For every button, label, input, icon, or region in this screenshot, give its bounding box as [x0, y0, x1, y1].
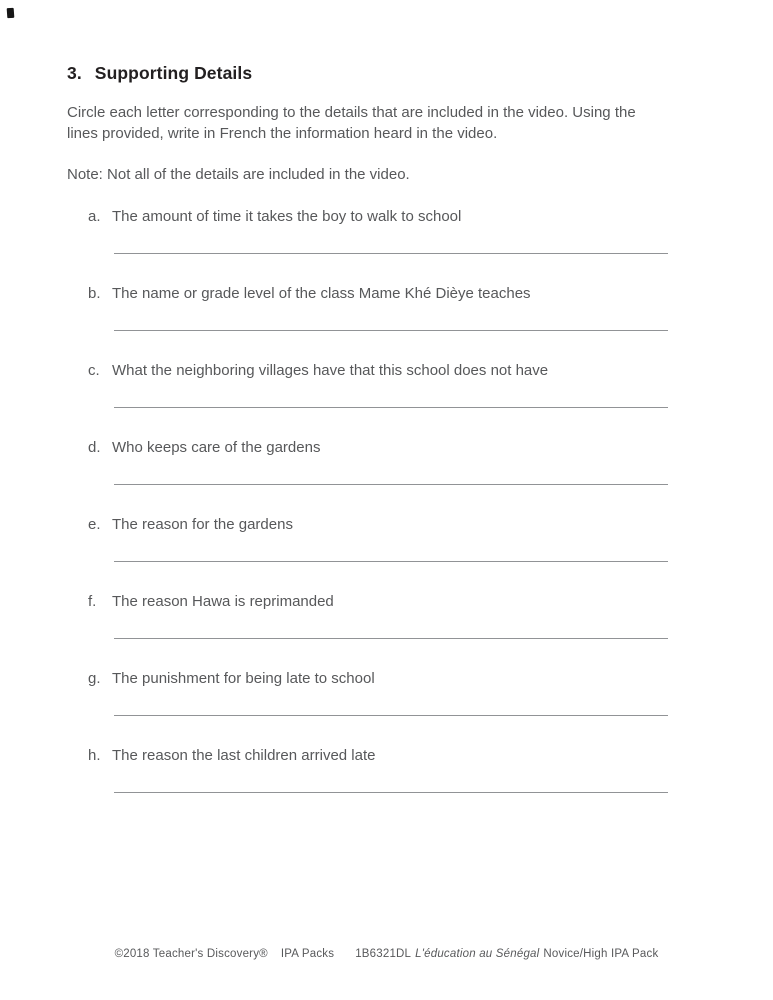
item-text: The reason for the gardens [112, 516, 293, 533]
section-number: 3. [67, 63, 82, 83]
question-row [88, 284, 673, 304]
footer-product: IPA Packs [280, 948, 335, 960]
footer-title: L'éducation au Sénégal [415, 948, 540, 960]
footer-level: Novice/High IPA Pack [543, 948, 659, 960]
question-item-e [67, 515, 673, 562]
question-row [88, 207, 673, 227]
answer-line [114, 330, 668, 331]
item-text: The amount of time it takes the boy to walk to school [112, 208, 462, 225]
item-text: What the neighboring villages have that this school does not have [112, 362, 549, 379]
answer-line [114, 561, 668, 562]
item-letter: d. [88, 439, 101, 456]
question-row [88, 592, 673, 612]
question-item-d [67, 438, 673, 485]
item-letter: f. [88, 593, 97, 610]
answer-line [114, 253, 668, 254]
item-letter: g. [88, 670, 101, 687]
item-letter: a. [88, 208, 101, 225]
question-row [88, 746, 673, 766]
question-list [67, 207, 673, 793]
question-item-b [67, 284, 673, 331]
answer-line [114, 484, 668, 485]
question-item-h [67, 746, 673, 793]
scan-artifact-mark [7, 8, 15, 18]
question-item-c [67, 361, 673, 408]
question-row [88, 438, 673, 458]
question-item-g [67, 669, 673, 716]
item-letter: h. [88, 747, 101, 764]
item-letter: b. [88, 285, 101, 302]
page-content [67, 62, 673, 823]
answer-line [114, 792, 668, 793]
answer-line [114, 715, 668, 716]
item-text: The punishment for being late to school [112, 670, 375, 687]
section-title: Supporting Details [94, 63, 253, 83]
item-text: The reason the last children arrived late [112, 747, 376, 764]
item-text: The reason Hawa is reprimanded [112, 593, 334, 610]
section-heading [67, 62, 673, 84]
item-text: Who keeps care of the gardens [112, 439, 321, 456]
question-row [88, 669, 673, 689]
question-item-f [67, 592, 673, 639]
footer-code: 1B6321DL [355, 948, 412, 960]
instructions-text: Circle each letter corresponding to the details that are included in the video. Using the lines provided, write in French the information heard in the video. [67, 104, 636, 142]
question-row [88, 515, 673, 535]
question-item-a [67, 207, 673, 254]
answer-line [114, 638, 668, 639]
answer-line [114, 407, 668, 408]
item-letter: e. [88, 516, 101, 533]
footer-copyright: ©2018 Teacher's Discovery® [114, 948, 268, 960]
item-text: The name or grade level of the class Mame Khé Dièye teaches [112, 285, 531, 302]
page-footer [0, 948, 773, 960]
note-text: Note: Not all of the details are included in the video. [67, 166, 410, 183]
question-row [88, 361, 673, 381]
item-letter: c. [88, 362, 100, 379]
